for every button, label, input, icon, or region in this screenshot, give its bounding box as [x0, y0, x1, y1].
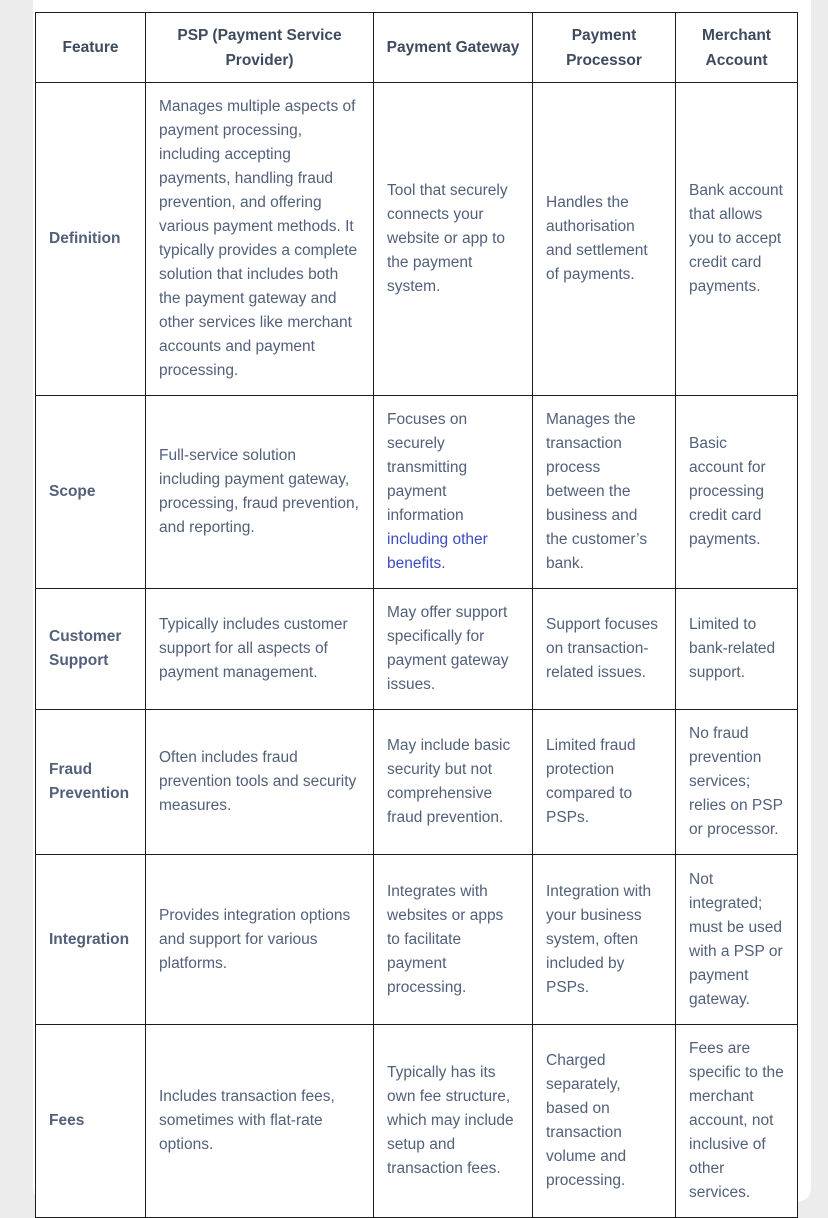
content-card — [33, 0, 811, 1202]
cell-definition-merchant: Bank account that allows you to accept credit card payments. — [676, 83, 798, 396]
row-label-customer-support: Customer Support — [36, 589, 146, 710]
cell-scope-psp: Full-service solution including payment gateway, processing, fraud prevention, and reporting. — [146, 396, 374, 589]
column-header-payment-gateway: Payment Gateway — [374, 13, 533, 83]
comparison-table — [35, 12, 798, 1218]
cell-fraud-processor: Limited fraud protection compared to PSPs. — [533, 710, 676, 855]
column-header-merchant-account: Merchant Account — [676, 13, 798, 83]
cell-integration-processor: Integration with your business system, often included by PSPs. — [533, 855, 676, 1025]
column-header-feature: Feature — [36, 13, 146, 83]
cell-integration-merchant: Not integrated; must be used with a PSP or payment gateway. — [676, 855, 798, 1025]
table-row-definition — [36, 83, 798, 396]
cell-scope-merchant: Basic account for processing credit card payments. — [676, 396, 798, 589]
cell-fees-merchant: Fees are specific to the merchant account, not inclusive of other services. — [676, 1025, 798, 1218]
table-row-fraud-prevention — [36, 710, 798, 855]
cell-integration-gateway: Integrates with websites or apps to facilitate payment processing. — [374, 855, 533, 1025]
cell-scope-gateway — [374, 396, 533, 589]
row-label-definition: Definition — [36, 83, 146, 396]
cell-support-processor: Support focuses on transaction-related issues. — [533, 589, 676, 710]
cell-fees-gateway: Typically has its own fee structure, which may include setup and transaction fees. — [374, 1025, 533, 1218]
cell-fraud-gateway: May include basic security but not comprehensive fraud prevention. — [374, 710, 533, 855]
header-row — [36, 13, 798, 83]
column-header-psp: PSP (Payment Service Provider) — [146, 13, 374, 83]
row-label-scope: Scope — [36, 396, 146, 589]
cell-support-gateway: May offer support specifically for payment gateway issues. — [374, 589, 533, 710]
table-row-fees — [36, 1025, 798, 1218]
cell-scope-processor: Manages the transaction process between the business and the customer’s bank. — [533, 396, 676, 589]
cell-fees-psp: Includes transaction fees, sometimes with flat-rate options. — [146, 1025, 374, 1218]
cell-integration-psp: Provides integration options and support for various platforms. — [146, 855, 374, 1025]
row-label-integration: Integration — [36, 855, 146, 1025]
row-label-fees: Fees — [36, 1025, 146, 1218]
table-row-integration — [36, 855, 798, 1025]
cell-fees-processor: Charged separately, based on transaction volume and processing. — [533, 1025, 676, 1218]
cell-fraud-merchant: No fraud prevention services; relies on PSP or processor. — [676, 710, 798, 855]
row-label-fraud-prevention: Fraud Prevention — [36, 710, 146, 855]
cell-definition-processor: Handles the authorisation and settlement of payments. — [533, 83, 676, 396]
cell-definition-gateway: Tool that securely connects your website or app to the payment system. — [374, 83, 533, 396]
table-row-scope — [36, 396, 798, 589]
cell-text: Focuses on securely transmitting payment information — [387, 411, 468, 524]
cell-definition-psp: Manages multiple aspects of payment processing, including accepting payments, handling fraud prevention, and offering various payment methods. It typically provides a complete solution that includes both the payment gateway and other services like merchant accounts and payment processing. — [146, 83, 374, 396]
cell-fraud-psp: Often includes fraud prevention tools and security measures. — [146, 710, 374, 855]
cell-support-psp: Typically includes customer support for all aspects of payment management. — [146, 589, 374, 710]
column-header-payment-processor: Payment Processor — [533, 13, 676, 83]
cell-support-merchant: Limited to bank-related support. — [676, 589, 798, 710]
table-row-customer-support — [36, 589, 798, 710]
including-other-benefits-link[interactable]: including other benefits. — [387, 531, 488, 572]
